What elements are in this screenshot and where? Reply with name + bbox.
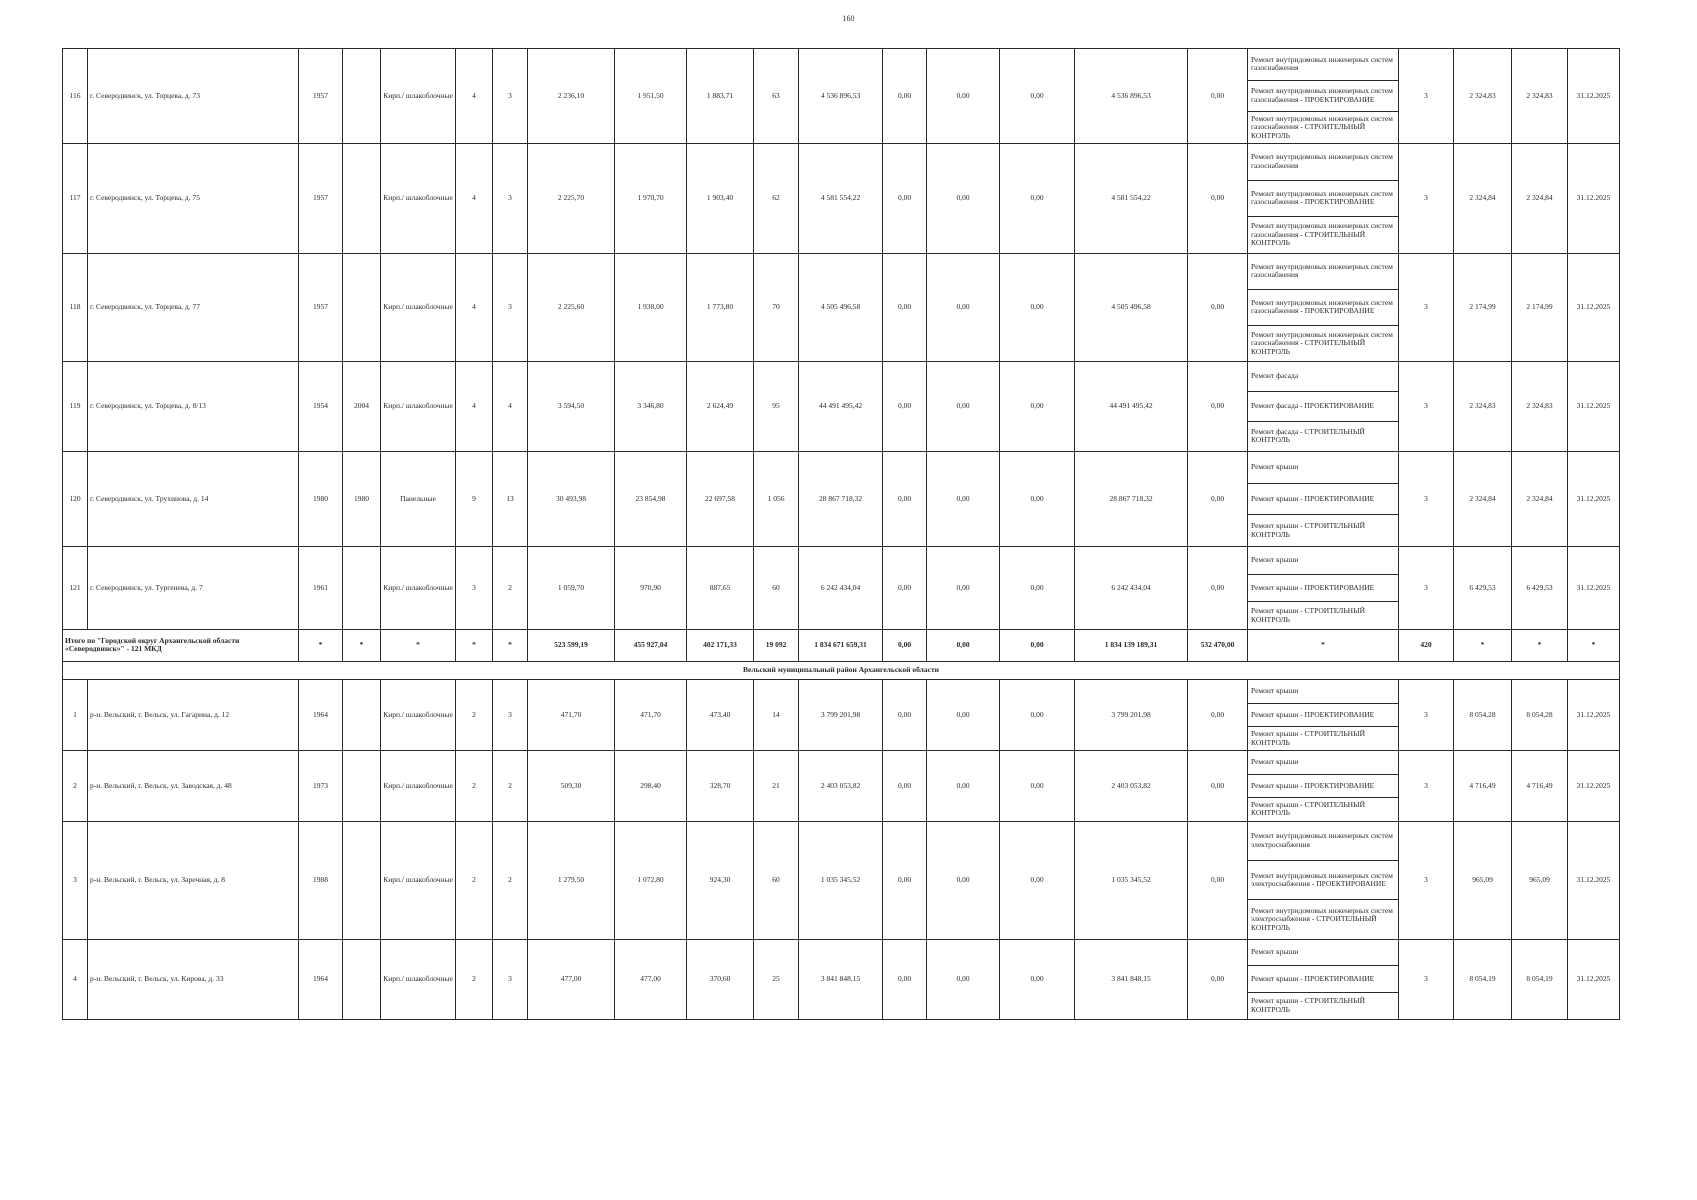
other-funds-cell: 0,00 [1188,546,1248,629]
fund-cell: 0,00 [883,939,927,1019]
address-cell: г. Северодвинск, ул. Торцева, д. 8/13 [88,361,299,451]
total-fund-cell: 0,00 [883,629,927,661]
work-type-cell: Ремонт внутридомовых инженерных систем газоснабжения - ПРОЕКТИРОВАНИЕ [1248,180,1399,217]
row-number-cell: 3 [63,821,88,939]
regional-budget-cell: 0,00 [927,821,1000,939]
address-cell: р-н. Вельский, г. Вельск, ул. Гагарина, д. 12 [88,679,299,750]
year-built-cell: 1973 [299,750,343,821]
municipal-budget-cell: 0,00 [1000,679,1075,750]
work-type-cell: Ремонт крыши [1248,546,1399,574]
table-row [63,821,1620,860]
max-cost-cell: 4 716,49 [1512,750,1568,821]
total-rooms-area-cell: 455 927,04 [615,629,687,661]
residents-cell: 63 [754,49,799,144]
wall-material-cell: Кирп./ шлакоблочные [381,546,456,629]
specific-cost-cell: 4 716,49 [1454,750,1512,821]
floors-cell: 9 [456,451,493,546]
work-type-cell: Ремонт внутридомовых инженерных систем газоснабжения - СТРОИТЕЛЬНЫЙ КОНТРОЛЬ [1248,325,1399,361]
year-built-cell: 1964 [299,939,343,1019]
other-funds-cell: 0,00 [1188,451,1248,546]
works-count-cell: 3 [1399,451,1454,546]
total-cost-cell: 6 242 434,04 [799,546,883,629]
works-count-cell: 3 [1399,143,1454,253]
residents-cell: 25 [754,939,799,1019]
table-row [63,939,1620,966]
living-area-cell: 924,30 [687,821,754,939]
deadline-cell: 31.12.2025 [1568,253,1620,361]
wall-material-cell: Кирп./ шлакоблочные [381,253,456,361]
entrances-cell: 2 [493,546,528,629]
work-type-cell: Ремонт крыши [1248,750,1399,774]
work-type-cell: Ремонт внутридомовых инженерных систем газоснабжения - СТРОИТЕЛЬНЫЙ КОНТРОЛЬ [1248,112,1399,144]
works-count-cell: 3 [1399,546,1454,629]
wall-material-cell: Кирп./ шлакоблочные [381,361,456,451]
year-built-cell: 1957 [299,143,343,253]
living-area-cell: 22 697,58 [687,451,754,546]
address-cell: г. Северодвинск, ул. Торцева, д. 77 [88,253,299,361]
deadline-cell: 31.12.2025 [1568,679,1620,750]
entrances-cell: 3 [493,253,528,361]
work-type-cell: Ремонт крыши - СТРОИТЕЛЬНЫЙ КОНТРОЛЬ [1248,602,1399,630]
residents-cell: 21 [754,750,799,821]
work-type-cell: Ремонт внутридомовых инженерных систем газоснабжения [1248,49,1399,81]
max-cost-cell: 2 324,84 [1512,143,1568,253]
rooms-area-cell: 471,70 [615,679,687,750]
wall-material-cell: Кирп./ шлакоблочные [381,750,456,821]
owners-funds-cell: 6 242 434,04 [1075,546,1188,629]
wall-material-cell: Кирп./ шлакоблочные [381,939,456,1019]
max-cost-cell: 6 429,53 [1512,546,1568,629]
owners-funds-cell: 4 505 496,58 [1075,253,1188,361]
work-type-cell: Ремонт крыши [1248,451,1399,483]
rooms-area-cell: 1 072,80 [615,821,687,939]
residents-cell: 95 [754,361,799,451]
total-cost-cell: 4 505 496,58 [799,253,883,361]
rooms-area-cell: 1 951,50 [615,49,687,144]
works-count-cell: 3 [1399,821,1454,939]
owners-funds-cell: 28 867 718,32 [1075,451,1188,546]
total-row [63,629,1620,661]
residents-cell: 60 [754,546,799,629]
max-cost-cell: 2 324,84 [1512,451,1568,546]
works-count-cell: 3 [1399,679,1454,750]
works-count-cell: 3 [1399,939,1454,1019]
rooms-area-cell: 970,90 [615,546,687,629]
municipal-budget-cell: 0,00 [1000,750,1075,821]
address-cell: г. Северодвинск, ул. Трухинова, д. 14 [88,451,299,546]
owners-funds-cell: 1 035 345,52 [1075,821,1188,939]
wall-material-cell: Кирп./ шлакоблочные [381,679,456,750]
year-overhaul-cell [343,821,381,939]
residents-cell: 70 [754,253,799,361]
fund-cell: 0,00 [883,451,927,546]
owners-funds-cell: 44 491 495,42 [1075,361,1188,451]
municipal-budget-cell: 0,00 [1000,821,1075,939]
year-built-cell: 1954 [299,361,343,451]
wall-material-cell: Кирп./ шлакоблочные [381,143,456,253]
max-cost-cell: 965,09 [1512,821,1568,939]
entrances-cell: 3 [493,679,528,750]
year-overhaul-cell [343,253,381,361]
living-area-cell: 473,40 [687,679,754,750]
row-number-cell: 117 [63,143,88,253]
deadline-cell: 31.12.2025 [1568,821,1620,939]
total-total-area-cell: 523 599,19 [528,629,615,661]
year-overhaul-cell [343,143,381,253]
owners-funds-cell: 3 841 848,15 [1075,939,1188,1019]
year-overhaul-cell [343,939,381,1019]
total-wall-material-cell: * [381,629,456,661]
work-type-cell: Ремонт внутридомовых инженерных систем газоснабжения - ПРОЕКТИРОВАНИЕ [1248,80,1399,112]
wall-material-cell: Кирп./ шлакоблочные [381,49,456,144]
table-row [63,361,1620,391]
total-max-cost-cell: * [1512,629,1568,661]
row-number-cell: 121 [63,546,88,629]
year-overhaul-cell [343,49,381,144]
max-cost-cell: 2 174,99 [1512,253,1568,361]
year-built-cell: 1957 [299,253,343,361]
total-label-cell: Итого по "Городской округ Архангельской области «Северодвинск»" - 121 МКД [63,629,299,661]
specific-cost-cell: 8 054,28 [1454,679,1512,750]
total-cost-cell: 2 403 053,82 [799,750,883,821]
year-built-cell: 1961 [299,546,343,629]
residents-cell: 62 [754,143,799,253]
total-area-cell: 2 236,10 [528,49,615,144]
row-number-cell: 118 [63,253,88,361]
fund-cell: 0,00 [883,679,927,750]
fund-cell: 0,00 [883,49,927,144]
fund-cell: 0,00 [883,821,927,939]
total-municipal-budget-cell: 0,00 [1000,629,1075,661]
max-cost-cell: 2 324,83 [1512,361,1568,451]
total-owners-funds-cell: 1 834 139 189,31 [1075,629,1188,661]
total-work-type-cell: * [1248,629,1399,661]
rooms-area-cell: 298,40 [615,750,687,821]
table-row [63,143,1620,180]
total-cost-cell: 44 491 495,42 [799,361,883,451]
total-specific-cost-cell: * [1454,629,1512,661]
work-type-cell: Ремонт крыши - ПРОЕКТИРОВАНИЕ [1248,483,1399,515]
total-year-built-cell: * [299,629,343,661]
municipal-budget-cell: 0,00 [1000,253,1075,361]
total-residents-cell: 19 092 [754,629,799,661]
row-number-cell: 1 [63,679,88,750]
deadline-cell: 31.12.2025 [1568,939,1620,1019]
max-cost-cell: 2 324,83 [1512,49,1568,144]
regional-budget-cell: 0,00 [927,546,1000,629]
table-row [63,546,1620,574]
other-funds-cell: 0,00 [1188,253,1248,361]
residents-cell: 1 056 [754,451,799,546]
rooms-area-cell: 23 854,98 [615,451,687,546]
total-total-cost-cell: 1 834 671 659,31 [799,629,883,661]
wall-material-cell: Кирп./ шлакоблочные [381,821,456,939]
work-type-cell: Ремонт крыши [1248,939,1399,966]
work-type-cell: Ремонт внутридомовых инженерных систем электроснабжения - ПРОЕКТИРОВАНИЕ [1248,861,1399,900]
works-count-cell: 3 [1399,361,1454,451]
regional-budget-cell: 0,00 [927,939,1000,1019]
fund-cell: 0,00 [883,750,927,821]
fund-cell: 0,00 [883,361,927,451]
work-type-cell: Ремонт крыши - ПРОЕКТИРОВАНИЕ [1248,703,1399,727]
owners-funds-cell: 4 536 896,53 [1075,49,1188,144]
work-type-cell: Ремонт фасада [1248,361,1399,391]
rooms-area-cell: 3 346,80 [615,361,687,451]
other-funds-cell: 0,00 [1188,750,1248,821]
work-type-cell: Ремонт внутридомовых инженерных систем газоснабжения [1248,253,1399,289]
work-type-cell: Ремонт крыши - СТРОИТЕЛЬНЫЙ КОНТРОЛЬ [1248,727,1399,751]
total-area-cell: 471,70 [528,679,615,750]
year-built-cell: 1988 [299,821,343,939]
living-area-cell: 1 883,71 [687,49,754,144]
work-type-cell: Ремонт крыши - ПРОЕКТИРОВАНИЕ [1248,574,1399,602]
floors-cell: 3 [456,546,493,629]
rooms-area-cell: 477,00 [615,939,687,1019]
specific-cost-cell: 6 429,53 [1454,546,1512,629]
work-type-cell: Ремонт крыши - СТРОИТЕЛЬНЫЙ КОНТРОЛЬ [1248,798,1399,822]
living-area-cell: 1 773,80 [687,253,754,361]
total-year-overhaul-cell: * [343,629,381,661]
work-type-cell: Ремонт крыши [1248,679,1399,703]
owners-funds-cell: 4 581 554,22 [1075,143,1188,253]
total-cost-cell: 4 536 896,53 [799,49,883,144]
table-row [63,253,1620,289]
work-type-cell: Ремонт внутридомовых инженерных систем газоснабжения - СТРОИТЕЛЬНЫЙ КОНТРОЛЬ [1248,217,1399,254]
total-area-cell: 2 225,70 [528,143,615,253]
total-living-area-cell: 402 171,33 [687,629,754,661]
address-cell: р-н. Вельский, г. Вельск, ул. Заречная, д. 8 [88,821,299,939]
regional-budget-cell: 0,00 [927,451,1000,546]
row-number-cell: 119 [63,361,88,451]
total-cost-cell: 4 581 554,22 [799,143,883,253]
total-area-cell: 1 059,70 [528,546,615,629]
other-funds-cell: 0,00 [1188,143,1248,253]
works-count-cell: 3 [1399,253,1454,361]
work-type-cell: Ремонт внутридомовых инженерных систем газоснабжения - ПРОЕКТИРОВАНИЕ [1248,289,1399,325]
floors-cell: 2 [456,821,493,939]
table-row [63,750,1620,774]
living-area-cell: 2 624,49 [687,361,754,451]
owners-funds-cell: 2 403 053,82 [1075,750,1188,821]
rooms-area-cell: 1 970,70 [615,143,687,253]
total-area-cell: 509,30 [528,750,615,821]
deadline-cell: 31.12.2025 [1568,546,1620,629]
other-funds-cell: 0,00 [1188,49,1248,144]
specific-cost-cell: 965,09 [1454,821,1512,939]
total-area-cell: 2 225,60 [528,253,615,361]
page-number: 160 [842,14,855,23]
municipal-budget-cell: 0,00 [1000,49,1075,144]
capital-repair-register-table [62,48,1620,1020]
living-area-cell: 328,70 [687,750,754,821]
total-area-cell: 477,00 [528,939,615,1019]
specific-cost-cell: 2 324,84 [1454,451,1512,546]
total-area-cell: 30 493,98 [528,451,615,546]
total-area-cell: 1 279,50 [528,821,615,939]
living-area-cell: 887,65 [687,546,754,629]
floors-cell: 2 [456,679,493,750]
work-type-cell: Ремонт внутридомовых инженерных систем электроснабжения - СТРОИТЕЛЬНЫЙ КОНТРОЛЬ [1248,900,1399,939]
deadline-cell: 31.12.2025 [1568,750,1620,821]
table-row [63,679,1620,703]
floors-cell: 4 [456,361,493,451]
floors-cell: 2 [456,939,493,1019]
regional-budget-cell: 0,00 [927,253,1000,361]
regional-budget-cell: 0,00 [927,49,1000,144]
table-row [63,451,1620,483]
total-works-count-cell: 420 [1399,629,1454,661]
work-type-cell: Ремонт внутридомовых инженерных систем электроснабжения [1248,821,1399,860]
year-overhaul-cell [343,679,381,750]
total-area-cell: 3 594,50 [528,361,615,451]
entrances-cell: 2 [493,750,528,821]
deadline-cell: 31.12.2025 [1568,143,1620,253]
fund-cell: 0,00 [883,253,927,361]
regional-budget-cell: 0,00 [927,750,1000,821]
entrances-cell: 3 [493,49,528,144]
deadline-cell: 31.12.2025 [1568,451,1620,546]
row-number-cell: 4 [63,939,88,1019]
fund-cell: 0,00 [883,143,927,253]
entrances-cell: 4 [493,361,528,451]
row-number-cell: 2 [63,750,88,821]
floors-cell: 4 [456,143,493,253]
row-number-cell: 116 [63,49,88,144]
other-funds-cell: 0,00 [1188,821,1248,939]
total-cost-cell: 1 035 345,52 [799,821,883,939]
section-header-row [63,661,1620,679]
specific-cost-cell: 2 174,99 [1454,253,1512,361]
other-funds-cell: 0,00 [1188,361,1248,451]
address-cell: р-н. Вельский, г. Вельск, ул. Кирова, д. 33 [88,939,299,1019]
work-type-cell: Ремонт крыши - ПРОЕКТИРОВАНИЕ [1248,966,1399,993]
rooms-area-cell: 1 938,00 [615,253,687,361]
year-overhaul-cell: 1980 [343,451,381,546]
residents-cell: 14 [754,679,799,750]
living-area-cell: 1 903,40 [687,143,754,253]
row-number-cell: 120 [63,451,88,546]
year-built-cell: 1980 [299,451,343,546]
owners-funds-cell: 3 799 201,98 [1075,679,1188,750]
total-cost-cell: 3 799 201,98 [799,679,883,750]
specific-cost-cell: 2 324,83 [1454,49,1512,144]
address-cell: г. Северодвинск, ул. Торцева, д. 75 [88,143,299,253]
year-built-cell: 1964 [299,679,343,750]
entrances-cell: 3 [493,939,528,1019]
entrances-cell: 2 [493,821,528,939]
municipal-budget-cell: 0,00 [1000,451,1075,546]
entrances-cell: 3 [493,143,528,253]
works-count-cell: 3 [1399,49,1454,144]
total-cost-cell: 3 841 848,15 [799,939,883,1019]
floors-cell: 4 [456,253,493,361]
total-cost-cell: 28 867 718,32 [799,451,883,546]
address-cell: р-н. Вельский, г. Вельск, ул. Заводская, д. 48 [88,750,299,821]
total-other-funds-cell: 532 470,00 [1188,629,1248,661]
work-type-cell: Ремонт крыши - СТРОИТЕЛЬНЫЙ КОНТРОЛЬ [1248,515,1399,547]
specific-cost-cell: 2 324,83 [1454,361,1512,451]
specific-cost-cell: 2 324,84 [1454,143,1512,253]
total-entrances-cell: * [493,629,528,661]
table-row [63,49,1620,81]
municipal-budget-cell: 0,00 [1000,546,1075,629]
floors-cell: 4 [456,49,493,144]
residents-cell: 60 [754,821,799,939]
specific-cost-cell: 8 054,19 [1454,939,1512,1019]
total-floors-cell: * [456,629,493,661]
regional-budget-cell: 0,00 [927,143,1000,253]
deadline-cell: 31.12.2025 [1568,49,1620,144]
regional-budget-cell: 0,00 [927,679,1000,750]
fund-cell: 0,00 [883,546,927,629]
year-built-cell: 1957 [299,49,343,144]
municipal-budget-cell: 0,00 [1000,361,1075,451]
work-type-cell: Ремонт крыши - ПРОЕКТИРОВАНИЕ [1248,774,1399,798]
year-overhaul-cell: 2004 [343,361,381,451]
deadline-cell: 31.12.2025 [1568,361,1620,451]
max-cost-cell: 8 054,28 [1512,679,1568,750]
regional-budget-cell: 0,00 [927,361,1000,451]
works-count-cell: 3 [1399,750,1454,821]
municipal-budget-cell: 0,00 [1000,939,1075,1019]
other-funds-cell: 0,00 [1188,939,1248,1019]
living-area-cell: 370,60 [687,939,754,1019]
year-overhaul-cell [343,750,381,821]
work-type-cell: Ремонт внутридомовых инженерных систем газоснабжения [1248,143,1399,180]
address-cell: г. Северодвинск, ул. Торцева, д. 73 [88,49,299,144]
municipal-budget-cell: 0,00 [1000,143,1075,253]
total-deadline-cell: * [1568,629,1620,661]
total-regional-budget-cell: 0,00 [927,629,1000,661]
wall-material-cell: Панельные [381,451,456,546]
other-funds-cell: 0,00 [1188,679,1248,750]
work-type-cell: Ремонт фасада - СТРОИТЕЛЬНЫЙ КОНТРОЛЬ [1248,421,1399,451]
address-cell: г. Северодвинск, ул. Тургенева, д. 7 [88,546,299,629]
max-cost-cell: 8 054,19 [1512,939,1568,1019]
entrances-cell: 13 [493,451,528,546]
floors-cell: 2 [456,750,493,821]
work-type-cell: Ремонт фасада - ПРОЕКТИРОВАНИЕ [1248,391,1399,421]
section-title: Вельский муниципальный район Архангельской области [63,661,1620,679]
work-type-cell: Ремонт крыши - СТРОИТЕЛЬНЫЙ КОНТРОЛЬ [1248,993,1399,1020]
year-overhaul-cell [343,546,381,629]
